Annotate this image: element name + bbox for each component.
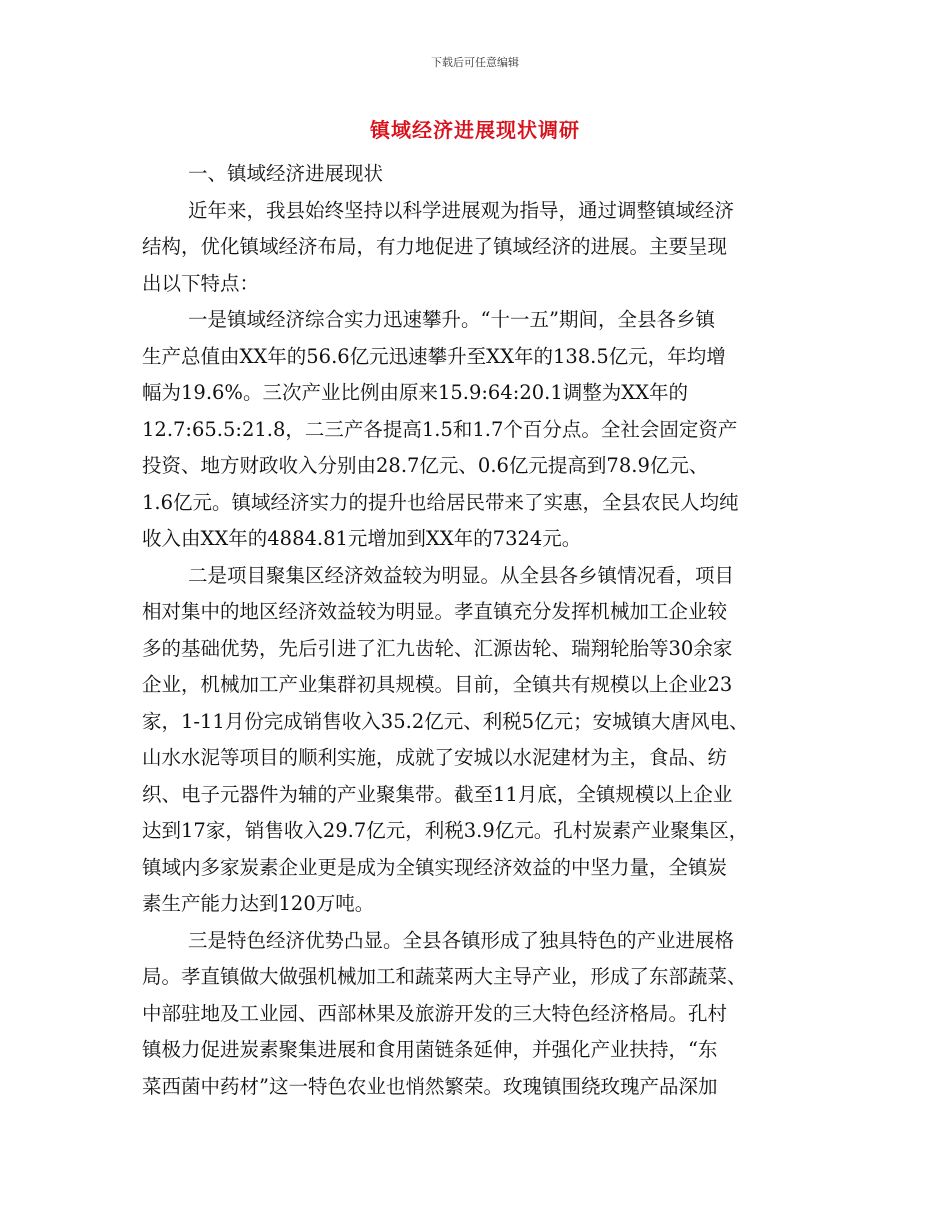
text-line: 多的基础优势，先后引进了汇九齿轮、汇源齿轮、瑞翔轮胎等30余家 <box>142 636 733 660</box>
text-line: 幅为19.6%。三次产业比例由原来15.9:64:20.1调整为XX年的 <box>142 381 689 404</box>
text-line: 织、电子元器件为辅的产业聚集带。截至11月底，全镇规模以上企业 <box>142 782 733 806</box>
text-line: 企业，机械加工产业集群初具规模。目前，全镇共有规模以上企业23 <box>142 673 733 696</box>
text-line: 生产总值由XX年的56.6亿元迅速攀升至XX年的138.5亿元，年均增 <box>142 344 726 368</box>
text-line: 结构，优化镇域经济布局，有力地促进了镇域经济的进展。主要呈现 <box>142 235 728 258</box>
document-title: 镇域经济进展现状调研 <box>370 118 580 142</box>
text-line: 局。孝直镇做大做强机械加工和蔬菜两大主导产业，形成了东部蔬菜、 <box>142 965 747 988</box>
text-line: 三是特色经济优势凸显。全县各镇形成了独具特色的产业进展格 <box>188 928 735 952</box>
text-line: 二是项目聚集区经济效益较为明显。从全县各乡镇情况看，项目 <box>188 563 735 587</box>
header-note: 下载后可任意编辑 <box>431 56 519 69</box>
text-line: 收入由XX年的4884.81元增加到XX年的7324元。 <box>142 527 582 550</box>
text-line: 出以下特点： <box>142 271 260 295</box>
text-line: 投资、地方财政收入分别由28.7亿元、0.6亿元提高到78.9亿元、 <box>142 454 709 477</box>
text-line: 山水水泥等项目的顺利实施，成就了安城以水泥建材为主，食品、纺 <box>142 746 728 769</box>
text-line: 1.6亿元。镇域经济实力的提升也给居民带来了实惠，全县农民人均纯 <box>142 490 739 514</box>
text-line: 一、镇域经济进展现状 <box>188 162 384 185</box>
text-line: 菜西菌中药材”这一特色农业也悄然繁荣。玫瑰镇围绕玫瑰产品深加 <box>142 1074 718 1098</box>
document-body <box>142 156 832 1105</box>
text-line: 素生产能力达到120万吨。 <box>142 892 375 915</box>
text-line: 近年来，我县始终坚持以科学进展观为指导，通过调整镇域经济 <box>188 198 735 222</box>
text-line: 镇域内多家炭素企业更是成为全镇实现经济效益的中坚力量，全镇炭 <box>142 855 728 879</box>
text-line: 相对集中的地区经济效益较为明显。孝直镇充分发挥机械加工企业较 <box>142 600 728 623</box>
text-line: 家，1-11月份完成销售收入35.2亿元、利税5亿元；安城镇大唐风电、 <box>142 709 749 733</box>
text-line: 镇极力促进炭素聚集进展和食用菌链条延伸，并强化产业扶持，“东 <box>142 1038 718 1061</box>
text-line: 中部驻地及工业园、西部林果及旅游开发的三大特色经济格局。孔村 <box>142 1001 728 1025</box>
text-line: 达到17家，销售收入29.7亿元，利税3.9亿元。孔村炭素产业聚集区， <box>142 819 749 842</box>
text-line: 12.7:65.5:21.8，二三产各提高1.5和1.7个百分点。全社会固定资产 <box>142 417 738 441</box>
text-line: 一是镇域经济综合实力迅速攀升。“十一五”期间，全县各乡镇 <box>188 308 715 331</box>
